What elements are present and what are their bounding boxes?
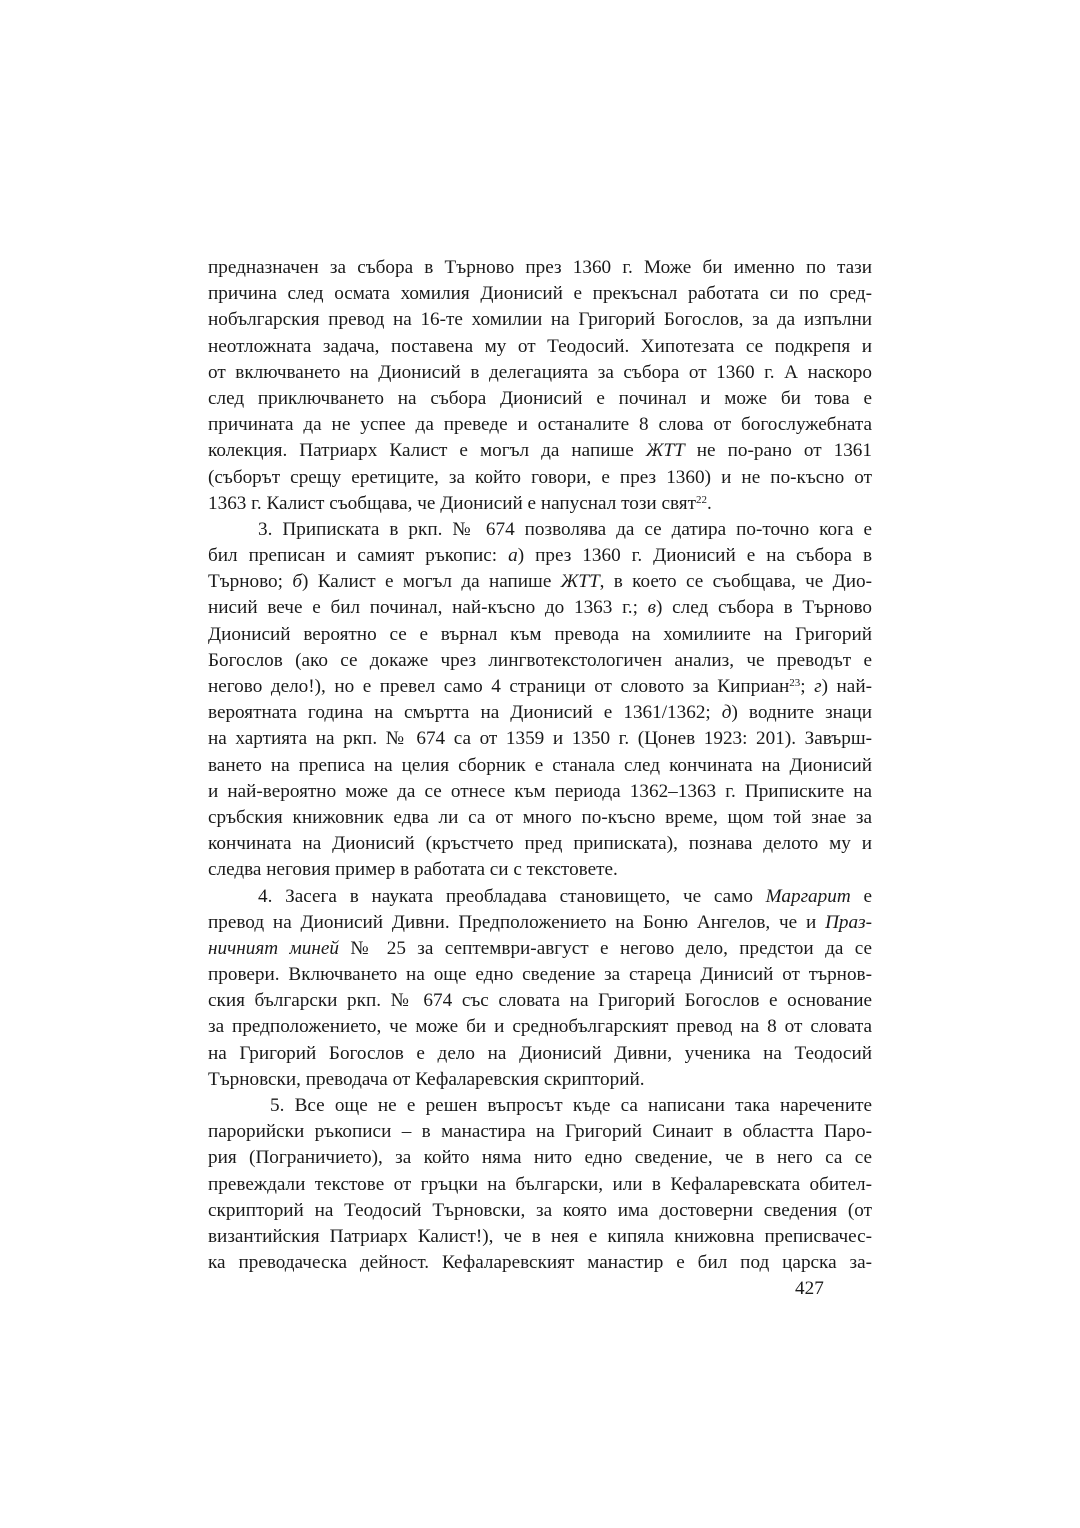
text-run: сръбския книжовник едва ли са от много по-късно време, щом той знае за (208, 806, 872, 828)
italic-text: б (292, 571, 302, 593)
text-run: ването на преписа на целия сборник е станала след кончината на Дионисий (208, 754, 872, 776)
text-run: 1363 г. Калист съобщава, че Дионисий е напуснал този свят (208, 492, 696, 514)
text-line (208, 307, 872, 333)
text-run: парорийски ръкописи – в манастира на Григорий Синаит в областта Паро- (208, 1121, 872, 1143)
text-line (208, 491, 872, 517)
text-line (208, 936, 872, 962)
text-line (208, 1172, 872, 1198)
text-line (208, 386, 872, 412)
body-text (208, 255, 872, 1276)
text-line (208, 1093, 872, 1119)
text-run: кончината на Дионисий (кръстчето пред приписката), познава делото му и (208, 833, 872, 855)
text-line (208, 857, 872, 883)
text-run: Търново; (208, 571, 293, 593)
text-line (208, 1145, 872, 1171)
text-run: византийския Патриарх Калист!), че в нея е кипяла книжовна преписвачес- (208, 1225, 872, 1247)
text-run: от включването на Дионисий в делегацията за събора от 1360 г. А наскоро (208, 361, 872, 383)
text-run: (съборът срещу еретиците, за който говори, е през 1360) и не по-късно от (208, 466, 872, 488)
text-run: . (707, 492, 712, 514)
text-line (208, 962, 872, 988)
text-line (208, 1041, 872, 1067)
text-run: провери. Включването на още едно сведение за стареца Динисий от търнов- (208, 964, 872, 986)
text-run: ) през 1360 г. Дионисий е на събора в (517, 545, 872, 567)
text-run: , в което се съобщава, че Дио- (599, 571, 872, 593)
text-line (208, 648, 872, 674)
italic-text: ничният миней (208, 937, 340, 959)
text-line (208, 1067, 872, 1093)
text-run: ) след събора в Търново (656, 597, 872, 619)
text-run: нобългарския превод на 16-те хомилии на Григорий Богослов, за да изпълни (208, 309, 872, 331)
text-line (208, 831, 872, 857)
text-run: Търновски, преводача от Кефаларевския скрипторий. (208, 1068, 645, 1090)
italic-text: ЖТТ (645, 440, 685, 462)
text-run: следва неговия пример в работата си с текстовете. (208, 859, 618, 881)
text-line (208, 438, 872, 464)
footnote-ref: 23 (789, 677, 801, 689)
text-line (208, 700, 872, 726)
italic-text: д (721, 702, 732, 724)
text-run: № 25 за септември-август е негово дело, предстои да се (339, 937, 873, 959)
text-line (208, 726, 872, 752)
text-run: ) най- (821, 676, 872, 697)
text-run: колекция. Патриарх Калист е могъл да напише (208, 440, 646, 462)
text-run: на Григорий Богослов е дело на Дионисий Дивни, ученика на Теодосий (208, 1042, 872, 1064)
text-run: не по-рано от 1361 (684, 440, 872, 462)
italic-text: г (814, 676, 822, 697)
text-run: неотложната задача, поставена му от Теодосий. Хипотезата се подкрепя и (208, 335, 872, 357)
text-line (208, 569, 872, 595)
text-line (208, 622, 872, 648)
text-run: превеждали текстове от гръцки на български, или в Кефаларевската обител- (208, 1173, 872, 1195)
text-line (208, 412, 872, 438)
text-run: превод на Дионисий Дивни. Предположението на Боню Ангелов, че и (208, 911, 826, 933)
text-run: след приключването на събора Дионисий е починал и може би това е (208, 387, 872, 409)
text-line (208, 255, 872, 281)
text-run: причина след осмата хомилия Дионисий е прекъснал работата си по сред- (208, 283, 872, 305)
text-run: и най-вероятно може да се отнесе към периода 1362–1363 г. Приписките на (208, 780, 872, 802)
text-run: причината да не успее да преведе и останалите 8 слова от богослужебната (208, 414, 872, 436)
text-line (208, 360, 872, 386)
text-run: негово дело!), но е превел само 4 страници от словото за Киприан (208, 676, 790, 697)
text-line (208, 1198, 872, 1224)
text-run: за предположението, че може би и среднобългарският превод на 8 от словата (208, 1016, 872, 1038)
text-run: Дионисий вероятно се е върнал към превода на хомилиите на Григорий (208, 623, 872, 645)
text-line (208, 1224, 872, 1250)
italic-text: ЖТТ (560, 571, 600, 593)
text-line (208, 910, 872, 936)
text-line (208, 779, 872, 805)
page-number: 427 (795, 1278, 824, 1299)
text-run: предназначен за събора в Търново през 1360 г. Може би именно по тази (208, 257, 872, 278)
text-run: бил преписан и самият ръкопис: (208, 545, 509, 567)
text-run: на хартията на ркп. № 674 са от 1359 и 1350 г. (Цонев 1923: 201). Завърш- (208, 728, 872, 750)
text-line (208, 674, 872, 700)
text-line (208, 988, 872, 1014)
text-run: е (850, 885, 872, 907)
text-run: нисий вече е бил починал, най-късно до 1363 г.; (208, 597, 648, 619)
text-run: 3. Приписката в ркп. № 674 позволява да се датира по-точно кога е (258, 518, 872, 540)
text-run: ския български ркп. № 674 със словата на Григорий Богослов е основание (208, 990, 872, 1012)
text-run: скрипторий на Теодосий Търновски, за която има достоверни сведения (от (208, 1199, 872, 1221)
text-run: ка преводаческа дейност. Кефаларевският манастир е бил под царска за- (208, 1252, 872, 1274)
italic-text: Праз- (825, 911, 872, 933)
text-run: рия (Пограничието), за който няма нито едно сведение, че в него са се (208, 1147, 872, 1169)
text-line (208, 543, 872, 569)
text-run: ) водните знаци (731, 702, 872, 724)
text-run: 5. Все още не е решен въпросът къде са написани така наречените (270, 1095, 872, 1116)
text-line (208, 884, 872, 910)
footnote-ref: 22 (696, 493, 707, 506)
text-line (208, 1014, 872, 1040)
text-line (208, 805, 872, 831)
text-run: вероятната година на смъртта на Дионисий е 1361/1362; (208, 702, 722, 724)
text-line (208, 281, 872, 307)
text-run: 4. Засега в науката преобладава становището, че само (258, 885, 766, 907)
text-run: Богослов (ако се докаже чрез лингвотекстологичен анализ, че преводът е (208, 649, 872, 671)
text-line (208, 517, 872, 543)
text-line (208, 595, 872, 621)
text-run: ; (800, 676, 815, 697)
italic-text: а (508, 545, 518, 567)
italic-text: в (647, 597, 656, 619)
italic-text: Маргарит (765, 885, 851, 907)
text-line (208, 1119, 872, 1145)
text-run: ) Калист е могъл да напише (301, 571, 561, 593)
text-line (208, 465, 872, 491)
text-line (208, 334, 872, 360)
text-line (208, 753, 872, 779)
text-line (208, 1250, 872, 1276)
